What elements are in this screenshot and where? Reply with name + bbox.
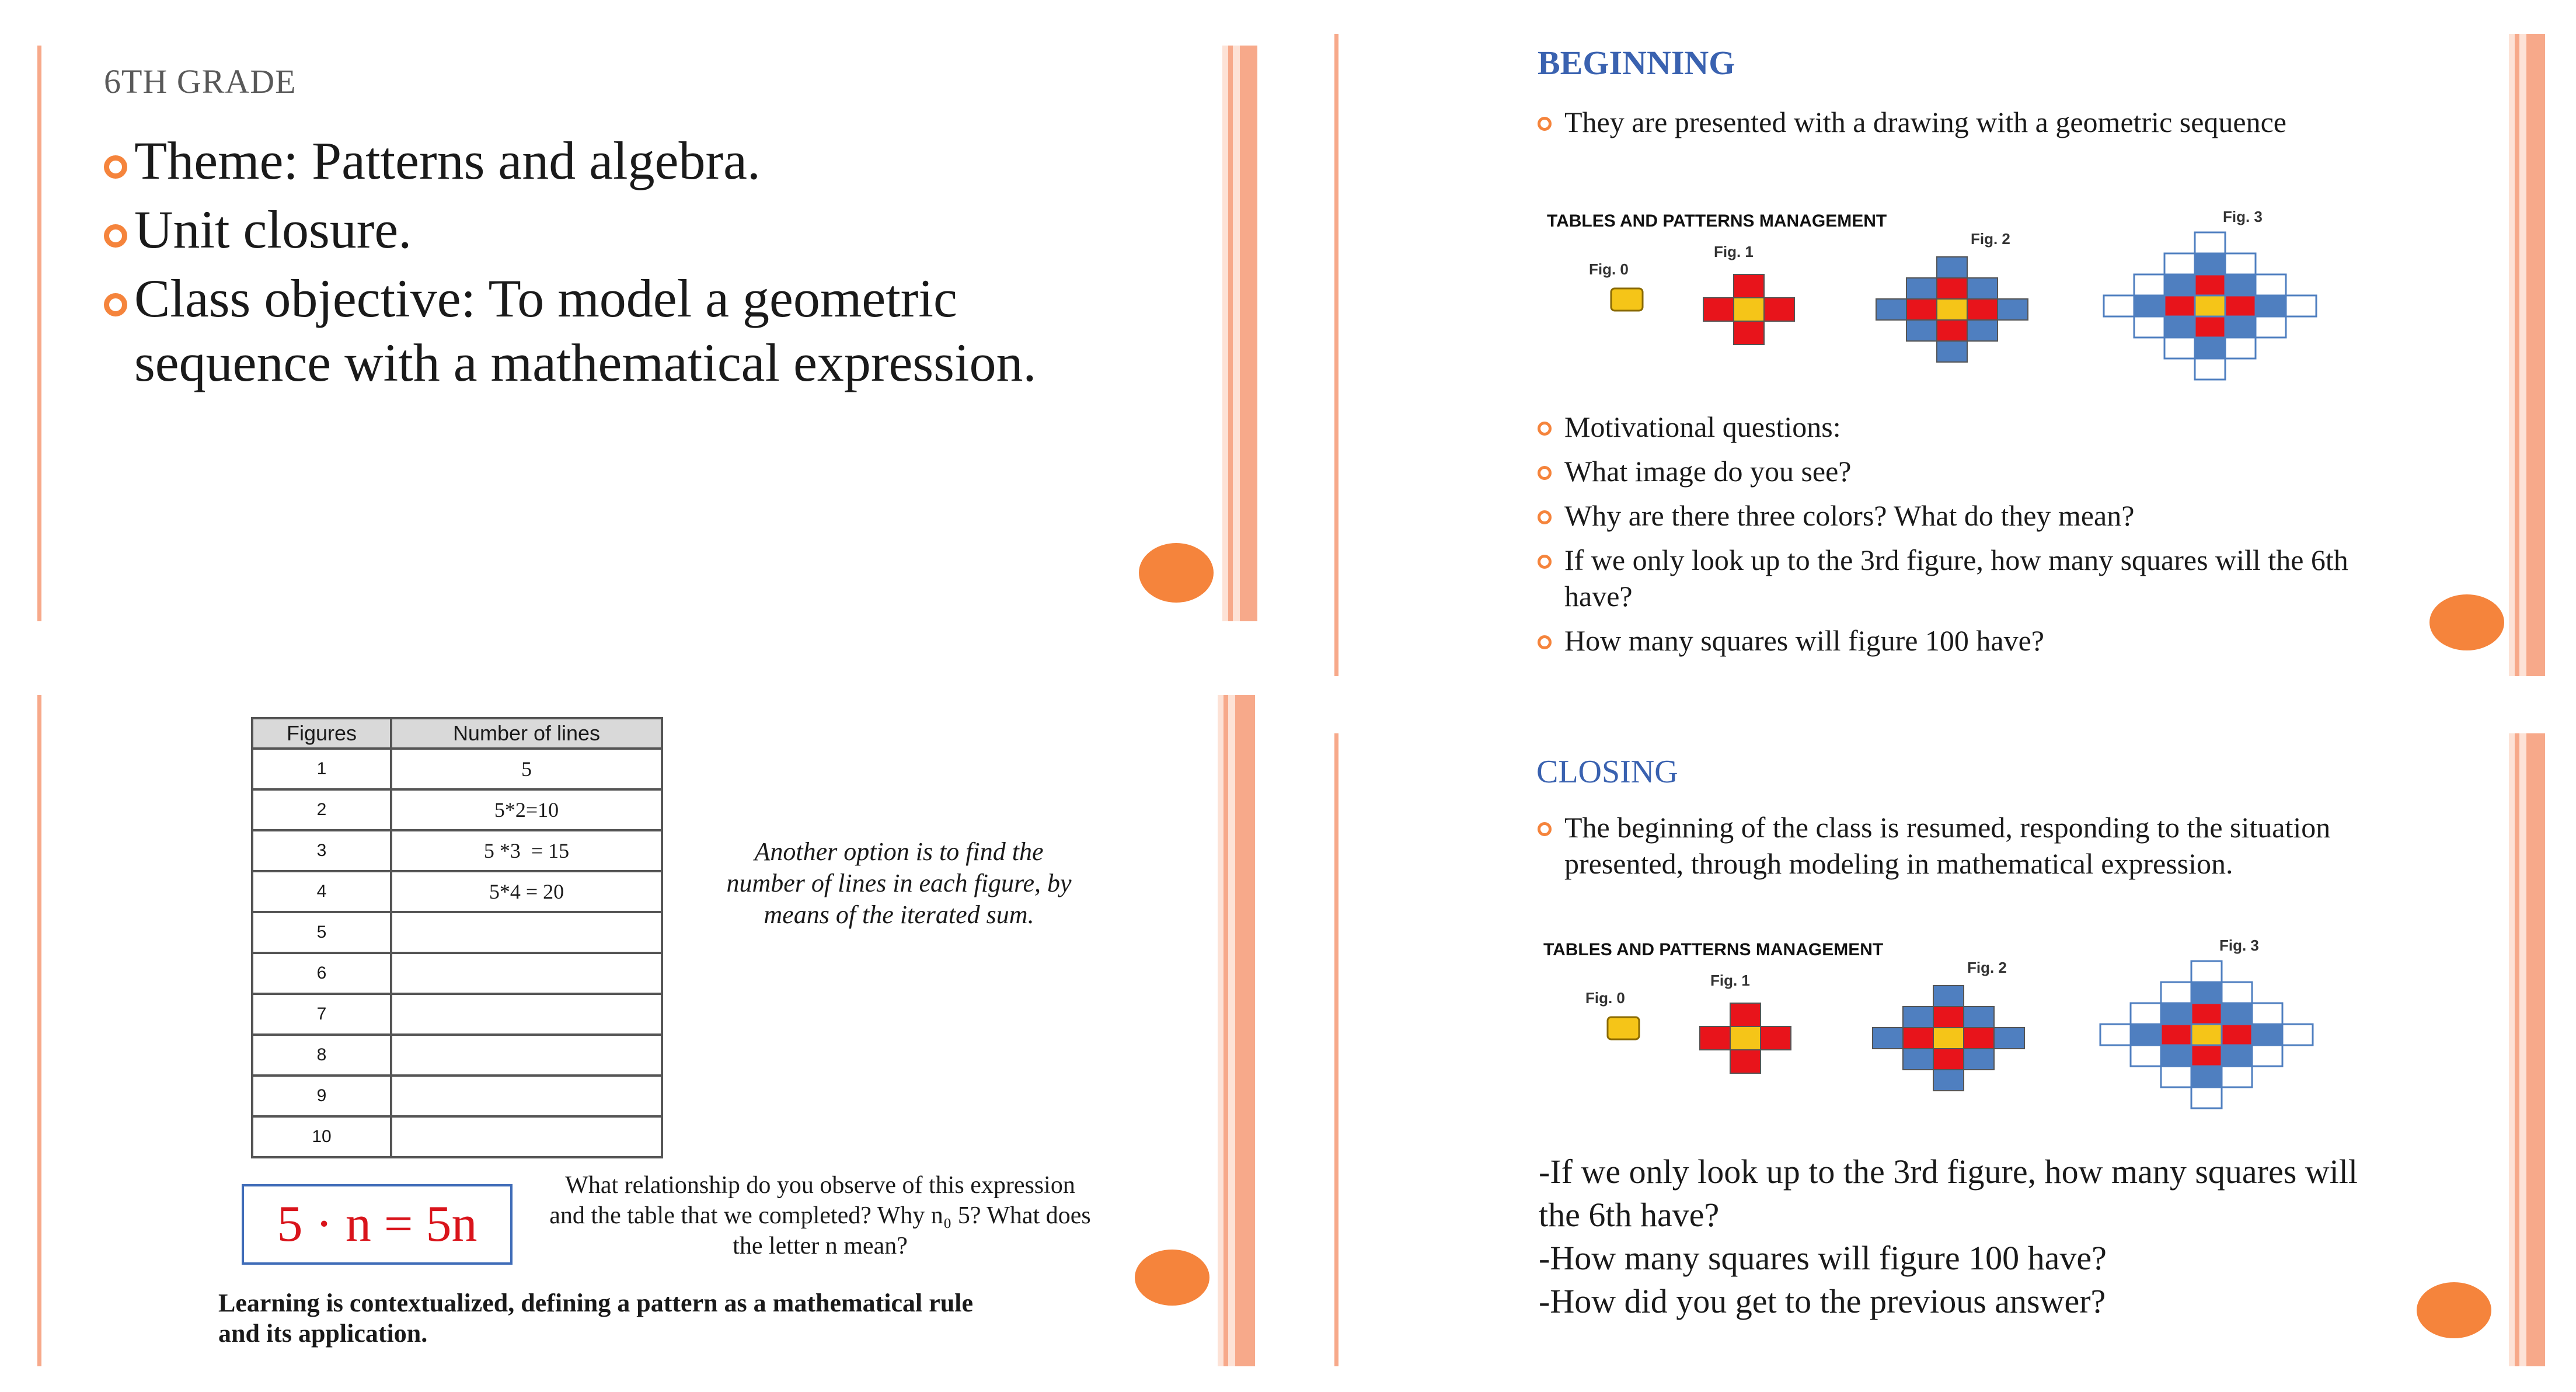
table-row [252, 953, 662, 994]
bullet-marker-icon [104, 155, 127, 179]
slide-right-stripe [1218, 695, 1255, 1366]
question-text: If we only look up to the 3rd figure, how many squares will the 6th have? [1564, 544, 2348, 613]
slide-left-border [1334, 733, 1338, 1366]
bullet-marker-icon [1538, 117, 1552, 131]
slide-left-border [37, 46, 41, 621]
table-cell: 8 [252, 1035, 391, 1076]
slide-left-border [1334, 34, 1338, 676]
table-row [252, 994, 662, 1035]
closing-line: -How did you get to the previous answer? [1539, 1282, 2106, 1320]
bullet-item [104, 266, 1155, 395]
table-cell [391, 912, 662, 953]
table-cell: 10 [252, 1116, 391, 1157]
figure-2 [1873, 986, 2024, 1091]
square-yellow [1611, 288, 1643, 311]
closing-questions [1539, 1150, 2368, 1323]
table-cell: 1 [252, 749, 391, 789]
bullet-text: Class objective: To model a geometric sequence with a mathematical expression. [134, 269, 1037, 392]
bullet-marker-icon [104, 224, 127, 248]
bullet-text: Unit closure. [134, 200, 412, 259]
orange-circle [2429, 594, 2504, 650]
pattern-svg [1543, 938, 2361, 1119]
pattern-figure [1543, 938, 2361, 1119]
question-item [1538, 453, 2413, 489]
intro-bullet [1538, 809, 2428, 882]
table-row [252, 1116, 662, 1157]
table-row [252, 912, 662, 953]
table-cell: 7 [252, 994, 391, 1035]
table-header: Figures [252, 718, 391, 749]
intro-text: They are presented with a drawing with a geometric sequence [1564, 106, 2286, 138]
question-item [1538, 497, 2413, 534]
figure-1 [1700, 1003, 1791, 1073]
table-row [252, 749, 662, 789]
table-cell: 5*4 = 20 [391, 871, 662, 912]
table-cell [391, 1035, 662, 1076]
square-yellow [1608, 1017, 1639, 1039]
bullet-marker-icon [104, 293, 127, 316]
figure-title: TABLES AND PATTERNS MANAGEMENT [1543, 940, 1884, 959]
learning-conclusion: Learning is contextualized, defining a pattern as a mathematical rule and its application. [218, 1289, 974, 1348]
question-text: What image do you see? [1564, 455, 1852, 488]
fig-label: Fig. 3 [2219, 938, 2259, 954]
figures-table [251, 717, 663, 1158]
section-heading: CLOSING [1536, 754, 1678, 790]
table-row [252, 1076, 662, 1116]
fig-label: Fig. 1 [1710, 972, 1750, 989]
fig-label: Fig. 2 [1967, 959, 2007, 976]
section-heading: BEGINNING [1538, 44, 1735, 82]
table-cell: 5 *3 = 15 [391, 830, 662, 871]
bullet-marker-icon [1538, 822, 1552, 836]
question-text: Motivational questions: [1564, 410, 1841, 443]
orange-circle [1135, 1250, 1209, 1306]
table-cell: 5 [252, 912, 391, 953]
relationship-question: What relationship do you observe of this expression and the table that we completed? Why n₀ 5? What does the letter n mean? [549, 1172, 1091, 1259]
orange-circle [2417, 1282, 2491, 1338]
table-cell: 5 [391, 749, 662, 789]
question-text: How many squares will figure 100 have? [1564, 624, 2044, 657]
figure-3 [2100, 961, 2313, 1108]
slide-right-stripe [2509, 34, 2545, 676]
bullet-list [104, 128, 1155, 395]
question-item [1538, 542, 2413, 614]
slide-right-stripe [2509, 733, 2545, 1366]
figure-3 [2104, 232, 2316, 380]
table-cell: 9 [252, 1076, 391, 1116]
iterated-sum-note: Another option is to find the number of lines in each figure, by means of the iterated sum. [726, 837, 1072, 929]
bullet-item [104, 197, 1155, 262]
question-item [1538, 622, 2413, 659]
page-title: 6TH GRADE [104, 62, 297, 100]
intro-text: The beginning of the class is resumed, responding to the situation presented, through modeling in mathematical expression. [1564, 811, 2331, 880]
bullet-marker-icon [1538, 555, 1552, 569]
table-cell: 5*2=10 [391, 789, 662, 830]
table-cell [391, 1076, 662, 1116]
figure-title: TABLES AND PATTERNS MANAGEMENT [1547, 211, 1887, 231]
bullet-marker-icon [1538, 466, 1552, 480]
fig-label: Fig. 3 [2223, 209, 2263, 225]
table-cell [391, 953, 662, 994]
question-item [1538, 409, 2413, 445]
pattern-svg [1547, 209, 2364, 390]
table-cell: 2 [252, 789, 391, 830]
formula-box: 5 · n = 5n [242, 1184, 513, 1265]
fig-label: Fig. 2 [1971, 230, 2010, 248]
question-text: Why are there three colors? What do they mean? [1564, 499, 2135, 532]
table-row [252, 871, 662, 912]
table-cell [391, 994, 662, 1035]
pattern-figure [1547, 209, 2364, 390]
bullet-marker-icon [1538, 635, 1552, 649]
table-cell [391, 1116, 662, 1157]
table-cell: 4 [252, 871, 391, 912]
table-row [252, 789, 662, 830]
table-row [252, 830, 662, 871]
figure-2 [1876, 257, 2028, 362]
fig-label: Fig. 0 [1585, 989, 1625, 1007]
bullet-marker-icon [1538, 422, 1552, 436]
slide-right-stripe [1222, 46, 1257, 621]
fig-label: Fig. 0 [1589, 260, 1629, 278]
closing-line: -If we only look up to the 3rd figure, how many squares will the 6th have? [1539, 1153, 2358, 1234]
bullet-item [104, 128, 1155, 193]
intro-bullet [1538, 104, 2428, 140]
table-header: Number of lines [391, 718, 662, 749]
table-cell: 3 [252, 830, 391, 871]
figure-1 [1703, 274, 1794, 344]
table-row [252, 1035, 662, 1076]
table-cell: 6 [252, 953, 391, 994]
bullet-marker-icon [1538, 510, 1552, 524]
orange-circle [1139, 543, 1214, 603]
fig-label: Fig. 1 [1714, 243, 1754, 260]
bullet-text: Theme: Patterns and algebra. [134, 131, 761, 190]
slide-left-border [37, 695, 41, 1366]
closing-line: -How many squares will figure 100 have? [1539, 1239, 2107, 1277]
question-list [1538, 409, 2413, 659]
